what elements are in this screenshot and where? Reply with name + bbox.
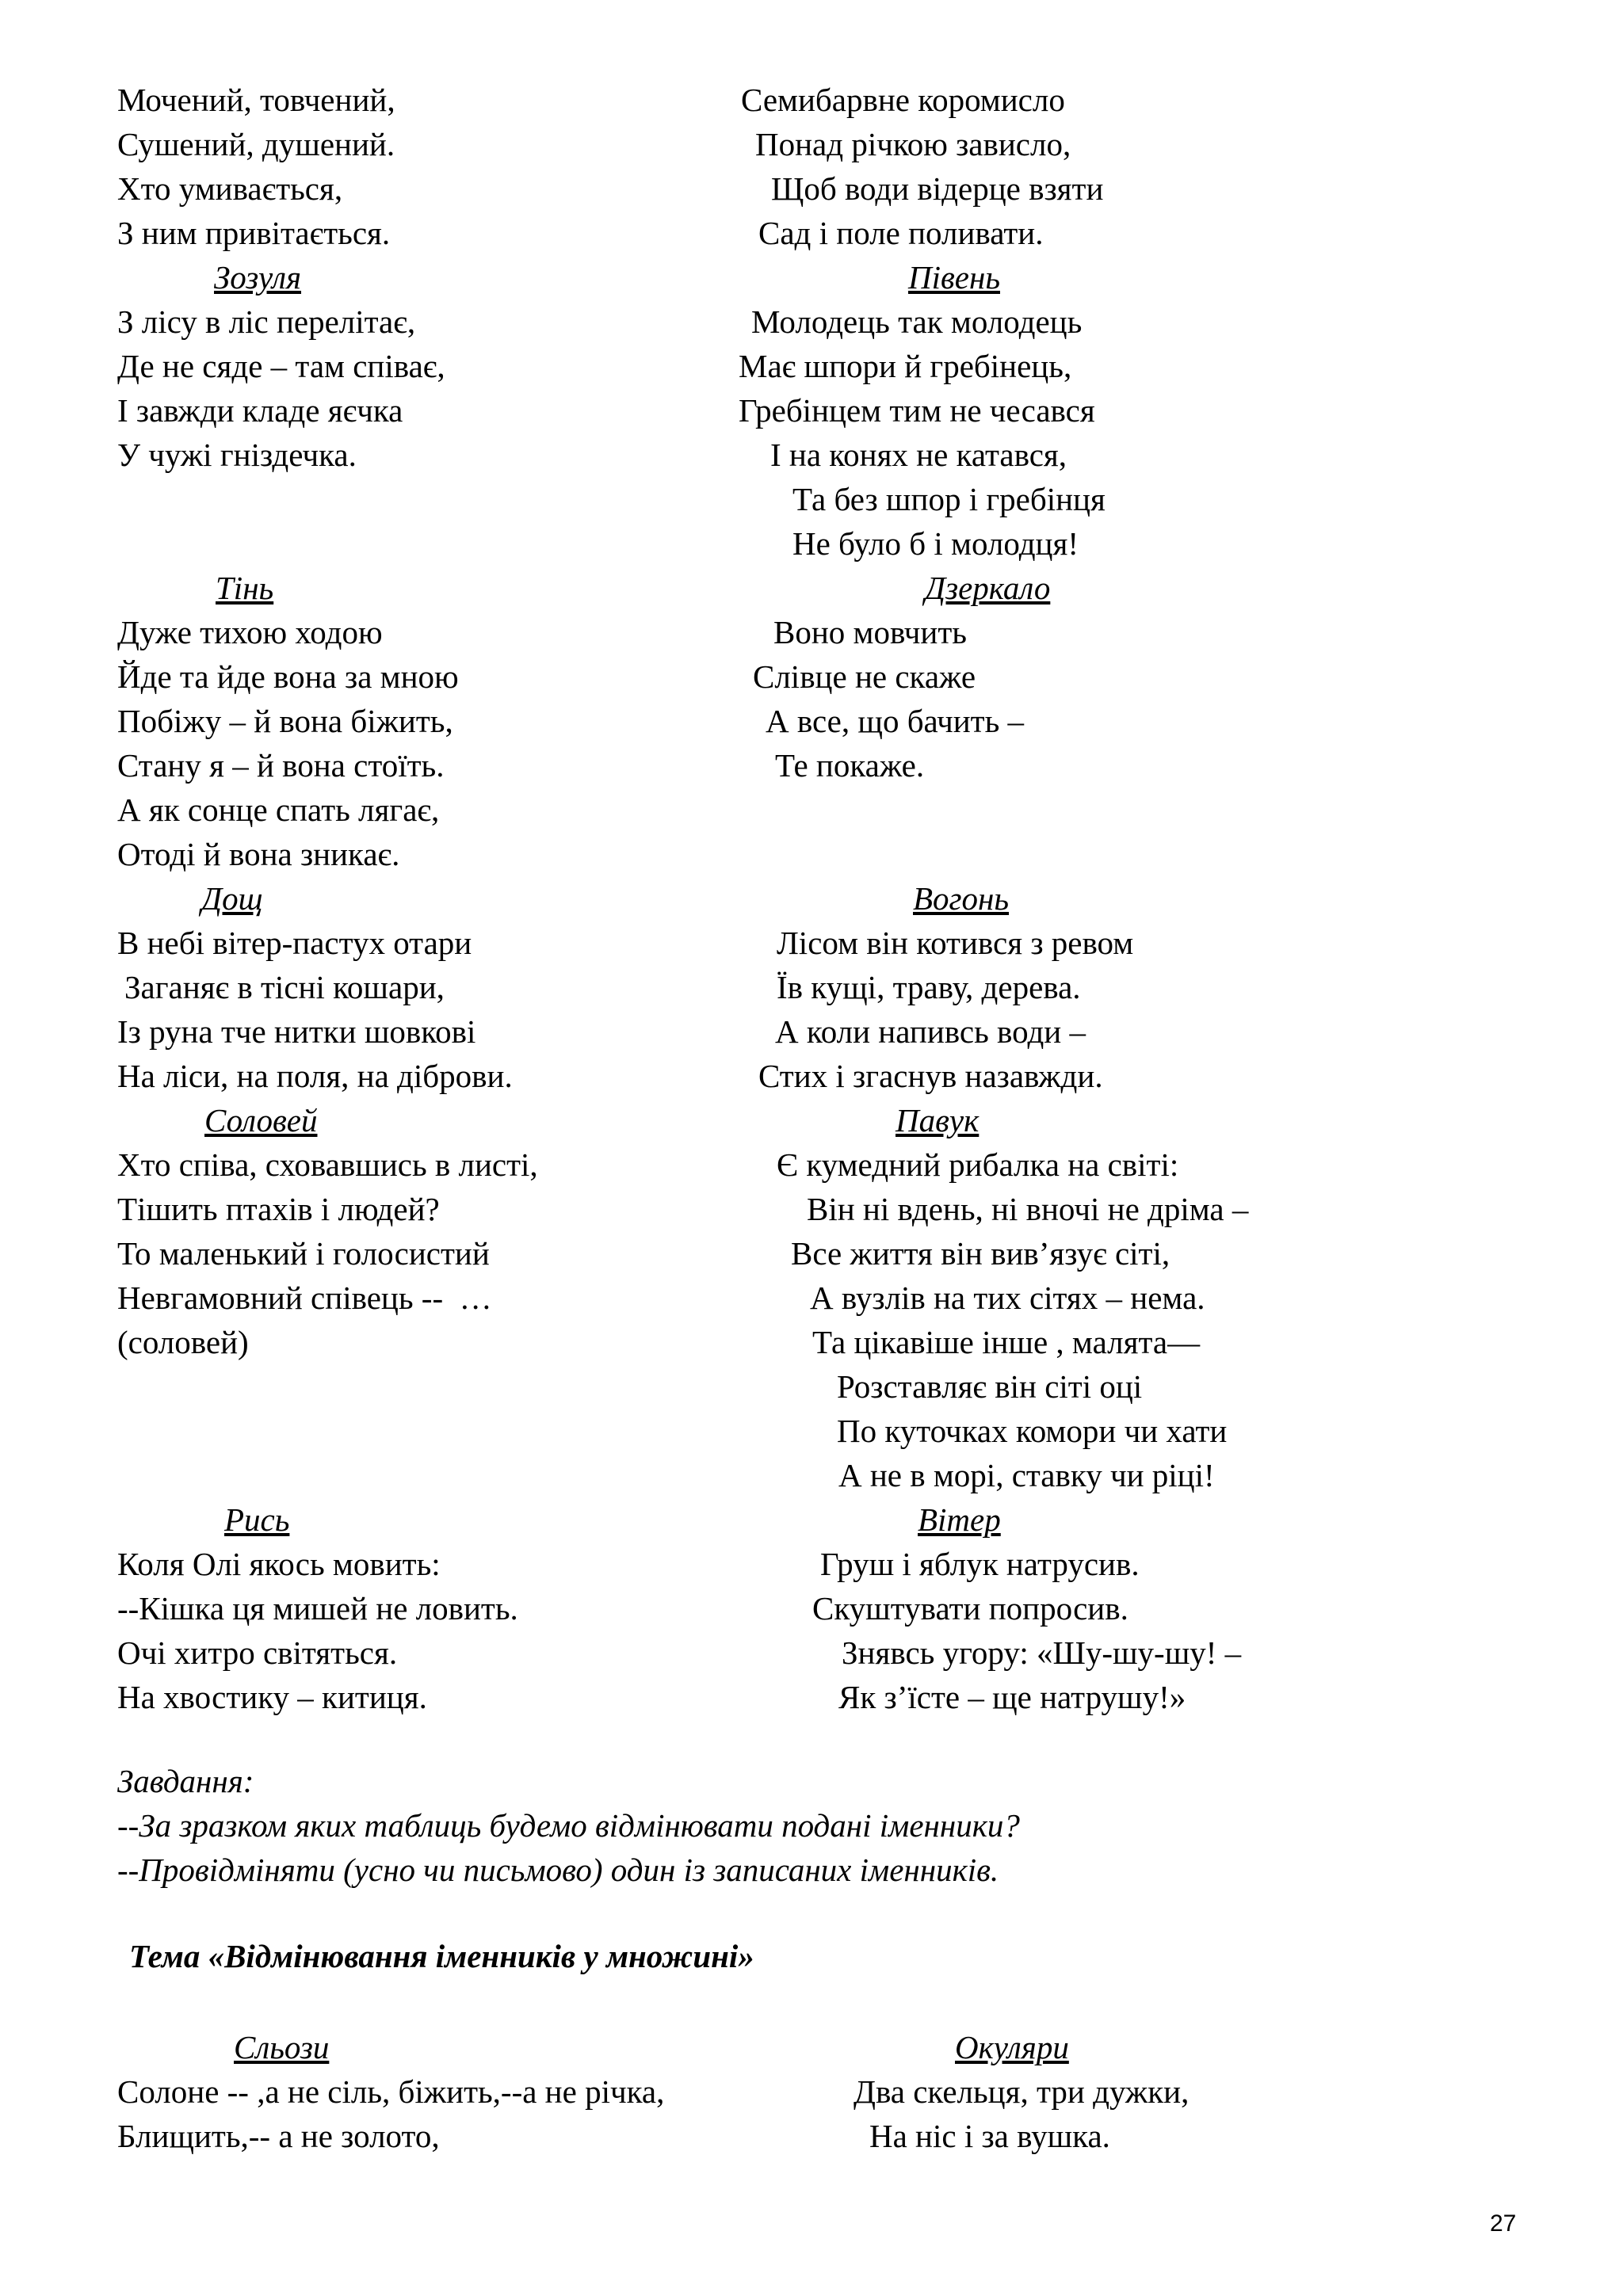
poem-line: Коля Олі якось мовить: [117,1546,441,1582]
poem-line: Та цікавіше інше , малята— [812,1324,1201,1360]
poem-line: На ніс і за вушка. [869,2118,1110,2154]
poem-line: Дуже тихою ходою [117,614,383,650]
poem-line: Знявсь угору: «Шу-шу-шу! – [842,1634,1242,1671]
poem-line: А вузлів на тих сітях – нема. [810,1280,1205,1316]
topic-title: Тема «Відмінювання іменників у множині» [129,1938,754,1974]
poem-line: Те покаже. [775,747,925,784]
poem-heading: Вітер [918,1501,1001,1538]
poem-line: Щоб води відерце взяти [771,170,1104,207]
poem-heading: Соловей [204,1102,318,1138]
poem-line: Розставляє він сіті оці [837,1368,1143,1405]
task-item: --Провідміняти (усно чи письмово) один із записаних іменників. [117,1852,999,1888]
poem-line: Мочений, товчений, [117,82,395,118]
poem-line: Йде та йде вона за мною [117,658,459,695]
poem-line: Блищить,-- а не золото, [117,2118,440,2154]
poem-line: Має шпори й гребінець, [739,348,1072,384]
poem-line: Понад річкою зависло, [755,126,1071,162]
poem-line: Молодець так молодець [751,303,1083,340]
poem-heading: Сльози [234,2029,330,2065]
poem-heading: Вогонь [913,880,1010,917]
poem-line: Із руна тче нитки шовкові [117,1013,476,1050]
poem-line: Тішить птахів і людей? [117,1191,440,1227]
poem-line: Де не сяде – там співає, [117,348,445,384]
task-item: --За зразком яких таблиць будемо відмінювати подані іменники? [117,1807,1020,1844]
poem-heading: Зозуля [214,259,302,296]
poem-line: По куточках комори чи хати [837,1413,1228,1449]
poem-line: Стану я – й вона стоїть. [117,747,445,784]
poem-line: Побіжу – й вона біжить, [117,703,453,739]
poem-line: Солоне -- ,а не сіль, біжить,--а не річка, [117,2073,665,2110]
poem-line: Лісом він котився з ревом [777,925,1134,961]
poem-line: Все життя він вив’язує сіті, [791,1235,1170,1272]
poem-heading: Дощ [201,880,263,917]
poem-line: Гребінцем тим не чесався [739,392,1095,429]
page-number: 27 [1490,2210,1517,2237]
poem-line: Семибарвне коромисло [741,82,1065,118]
poem-line: Воно мовчить [773,614,967,650]
poem-line: В небі вітер-пастух отари [117,925,472,961]
poem-line: (соловей) [117,1324,249,1360]
poem-line: Стих і згаснув назавжди. [758,1058,1103,1094]
poem-line: А все, що бачить – [766,703,1025,739]
poem-heading: Дзеркало [925,570,1051,606]
poem-line: Сушений, душений. [117,126,395,162]
poem-heading: Павук [896,1102,980,1138]
poem-line: Заганяє в тісні кошари, [124,969,445,1005]
poem-line: Не було б і молодця! [792,525,1079,562]
poem-line: Очі хитро світяться. [117,1634,398,1671]
poem-line: І на конях не катався, [770,437,1067,473]
poem-line: На хвостику – китиця. [117,1679,427,1715]
poem-line: Два скельця, три дужки, [854,2073,1190,2110]
poem-heading: Півень [908,259,1000,296]
poem-heading: Окуляри [955,2029,1069,2065]
poem-line: Слівце не скаже [753,658,976,695]
poem-line: Хто співа, сховавшись в листі, [117,1146,538,1183]
poem-line: На ліси, на поля, на діброви. [117,1058,513,1094]
poem-line: Сад і поле поливати. [758,215,1044,251]
poem-line: А як сонце спать лягає, [117,791,440,828]
poem-line: Їв кущі, траву, дерева. [777,969,1081,1005]
poem-line: Хто умивається, [117,170,343,207]
poem-line: Отоді й вона зникає. [117,836,400,872]
poem-line: У чужі гніздечка. [117,437,357,473]
poem-line: А не в морі, ставку чи ріці! [838,1457,1215,1493]
poem-line: Груш і яблук натрусив. [820,1546,1140,1582]
poem-heading: Рись [224,1501,290,1538]
poem-line: З ним привітається. [117,215,391,251]
poem-heading: Тінь [216,570,274,606]
poem-line: Як з’їсте – ще натрушу!» [838,1679,1186,1715]
poem-line: Скуштувати попросив. [812,1590,1128,1627]
poem-line: Та без шпор і гребінця [792,481,1106,517]
poem-line: І завжди кладе яєчка [117,392,403,429]
task-label: Завдання: [117,1763,254,1799]
poem-line: З лісу в ліс перелітає, [117,303,416,340]
poem-line: Він ні вдень, ні вночі не дріма – [807,1191,1249,1227]
poem-line: Є кумедний рибалка на світі: [777,1146,1179,1183]
poem-line: Невгамовний співець -- … [117,1280,492,1316]
poem-line: То маленький і голосистий [117,1235,490,1272]
poem-line: --Кішка ця мишей не ловить. [117,1590,518,1627]
poem-line: А коли напивсь води – [775,1013,1086,1050]
